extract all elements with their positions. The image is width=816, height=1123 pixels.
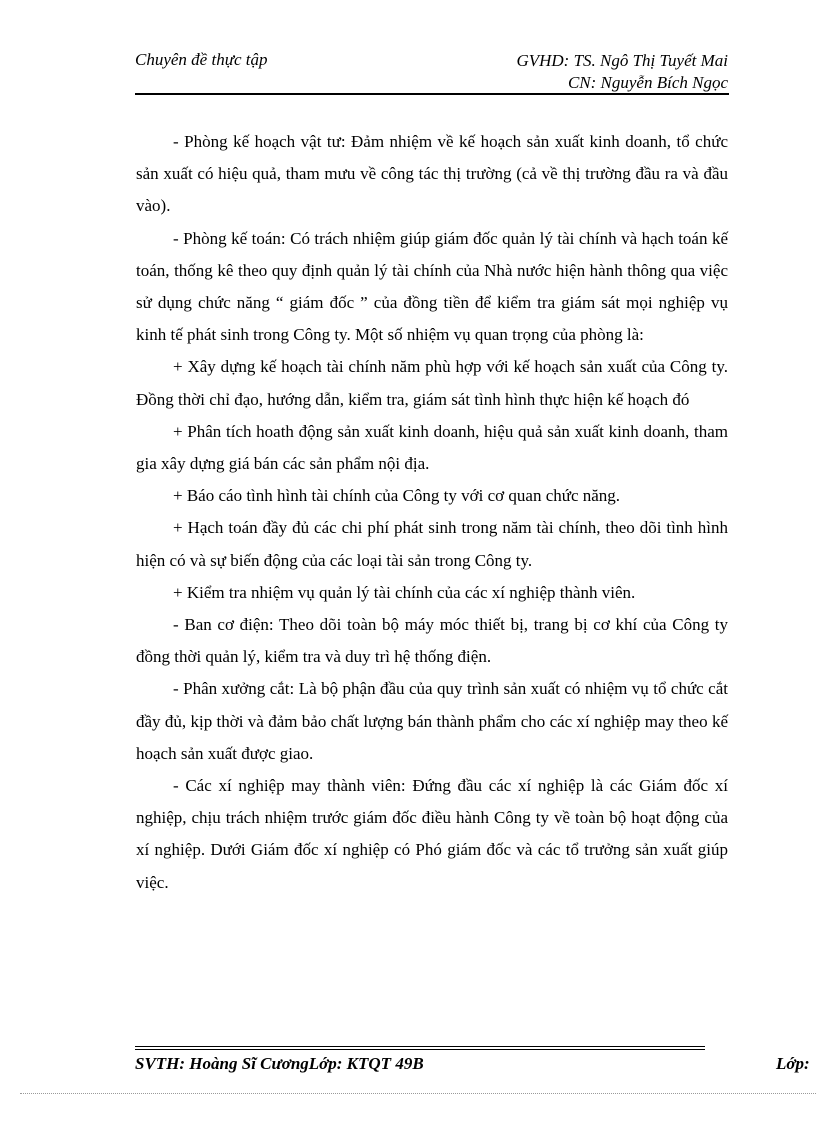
paragraph: - Phòng kế hoạch vật tư: Đảm nhiệm về kế hoạch sản xuất kinh doanh, tổ chức sản xuất có hiệu quả, tham mưu về công tác thị trường (cả về thị trường đầu ra và đầu vào).: [136, 132, 728, 216]
footer-rule: [135, 1049, 705, 1050]
header-rule: [135, 93, 729, 95]
footer-class-label: Lớp:: [776, 1054, 810, 1073]
page-body: [136, 126, 728, 899]
footer-rule: [135, 1046, 705, 1047]
header-left-title: Chuyên đề thực tập: [135, 50, 268, 69]
paragraph: - Các xí nghiệp may thành viên: Đứng đầu các xí nghiệp là các Giám đốc xí nghiệp, chịu trách nhiệm trước giám đốc điều hành Công ty về toàn bộ hoạt động của xí nghiệp. Dưới Giám đốc xí nghiệp có Phó giám đốc và các tổ trưởng sản xuất giúp việc.: [136, 776, 728, 892]
paragraph: + Phân tích hoath động sản xuất kinh doanh, hiệu quả sản xuất kinh doanh, tham gia xây dựng giá bán các sản phẩm nội địa.: [136, 421, 728, 474]
paragraph: + Báo cáo tình hình tài chính của Công ty với cơ quan chức năng.: [173, 486, 621, 506]
header-advisor: GVHD: TS. Ngô Thị Tuyết Mai: [516, 51, 728, 70]
paragraph: - Phòng kế toán: Có trách nhiệm giúp giám đốc quản lý tài chính và hạch toán kế toán, thống kê theo quy định quản lý tài chính của Nhà nước hiện hành thông qua việc sử dụng chức năng “ giám đốc ” của đồng tiền để kiểm tra giám sát mọi nghiệp vụ kinh tế phát sinh trong Công ty. Một số nhiệm vụ quan trọng của phòng là:: [136, 228, 728, 345]
paragraph: + Xây dựng kế hoạch tài chính năm phù hợp với kế hoạch sản xuất của Công ty. Đồng thời chỉ đạo, hướng dẫn, kiểm tra, giám sát tình hình thực hiện kế hoạch đó: [136, 357, 728, 409]
paragraph: - Ban cơ điện: Theo dõi toàn bộ máy móc thiết bị, trang bị cơ khí của Công ty đồng thời quản lý, kiểm tra và duy trì hệ thống điện.: [136, 615, 728, 667]
paragraph: - Phân xưởng cắt: Là bộ phận đầu của quy trình sản xuất có nhiệm vụ tổ chức cắt đầy đủ, kịp thời và đảm bảo chất lượng bán thành phẩm cho các xí nghiệp may theo kế hoạch sản xuất được giao.: [136, 679, 728, 763]
page-bottom-dotted-line: [20, 1093, 816, 1094]
paragraph: + Kiểm tra nhiệm vụ quản lý tài chính của các xí nghiệp thành viên.: [173, 582, 636, 602]
header-right-block: [516, 50, 728, 94]
footer-student: SVTH: Hoàng Sĩ CươngLớp: KTQT 49B: [135, 1054, 424, 1073]
paragraph: + Hạch toán đầy đủ các chi phí phát sinh trong năm tài chính, theo dõi tình hình hiện có và sự biến động của các loại tài sản trong Công ty.: [136, 518, 728, 570]
header-co-advisor: CN: Nguyễn Bích Ngọc: [567, 73, 728, 92]
